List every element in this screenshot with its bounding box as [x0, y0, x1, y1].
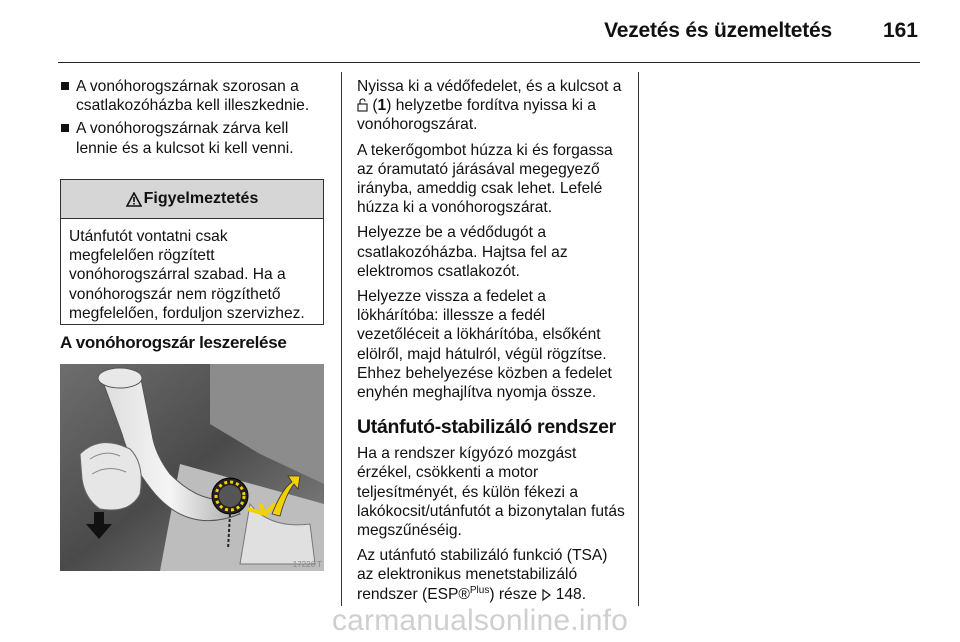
- list-item: A vonóhorogszárnak szorosan a csatlakozóházba kell illeszkednie.: [60, 77, 328, 115]
- column-divider: [638, 72, 639, 606]
- lock-open-icon: [357, 98, 368, 112]
- arrow-ref-icon: [541, 589, 551, 601]
- watermark: carmanualsonline.info: [331, 604, 629, 637]
- section-heading: Utánfutó-stabilizáló rendszer: [357, 416, 616, 439]
- list-item: A vonóhorogszárnak zárva kell lennie és a kulcsot ki kell venni.: [60, 119, 328, 157]
- page-reference-link[interactable]: 148.: [555, 585, 587, 603]
- paragraph: Helyezze vissza a fedelet a lökhárítóba: illessze a fedél vezetőléceit a lökhárítóba, elsőként elölről, majd hátulról, végül rögzítse. Ehhez behelyezése közben a fedelet enyhén meghajlítva nyomja össze.: [357, 288, 612, 402]
- column-divider: [341, 72, 342, 606]
- figure-code: 17226 T: [292, 560, 322, 569]
- bullet-square-icon: [61, 124, 69, 132]
- tow-hook-drawing: [60, 364, 324, 571]
- warning-header: [61, 180, 323, 219]
- page-header: [58, 0, 920, 63]
- warning-text: Utánfutót vontatni csak megfelelően rögzített vonóhorogszárral szabad. Ha a vonóhorogszár nem rögzíthető megfelelően, forduljon szervizhez.: [69, 228, 305, 322]
- warning-title: Figyelmeztetés: [143, 190, 259, 207]
- middle-column: [357, 77, 627, 610]
- page-title: Vezetés és üzemeltetés: [604, 19, 832, 42]
- paragraph: A tekerőgombot húzza ki és forgassa az óramutató járásával megegyező irányba, ameddig csak lehet. Lefelé húzza ki a vonóhorogszárat.: [357, 141, 613, 217]
- warning-triangle-icon: [126, 192, 142, 207]
- warning-box: [60, 179, 324, 325]
- paragraph: Ha a rendszer kígyózó mozgást érzékel, csökkenti a motor teljesítményét, és külön fékezi a lakókocsit/utánfutót a bizonytalan futás megszűnéséig.: [357, 445, 625, 540]
- paragraph: Az utánfutó stabilizáló funkció (TSA) az elektronikus menetstabilizáló rendszer (ESP®$^{Plus}$) része 148.: [357, 547, 608, 603]
- bullet-square-icon: [61, 82, 69, 90]
- left-column: [60, 77, 328, 162]
- page-number: 161: [882, 19, 918, 42]
- paragraph: Helyezze be a védődugót a csatlakozóházba. Hajtsa fel az elektromos csatlakozót.: [357, 224, 568, 280]
- tow-hook-illustration: [60, 364, 324, 571]
- paragraph: Nyissa ki a védőfedelet, és a kulcsot a (1) helyzetbe fordítva nyissa ki a vonóhorogszárat.: [357, 78, 622, 134]
- section-subheading: A vonóhorogszár leszerelése: [60, 333, 287, 352]
